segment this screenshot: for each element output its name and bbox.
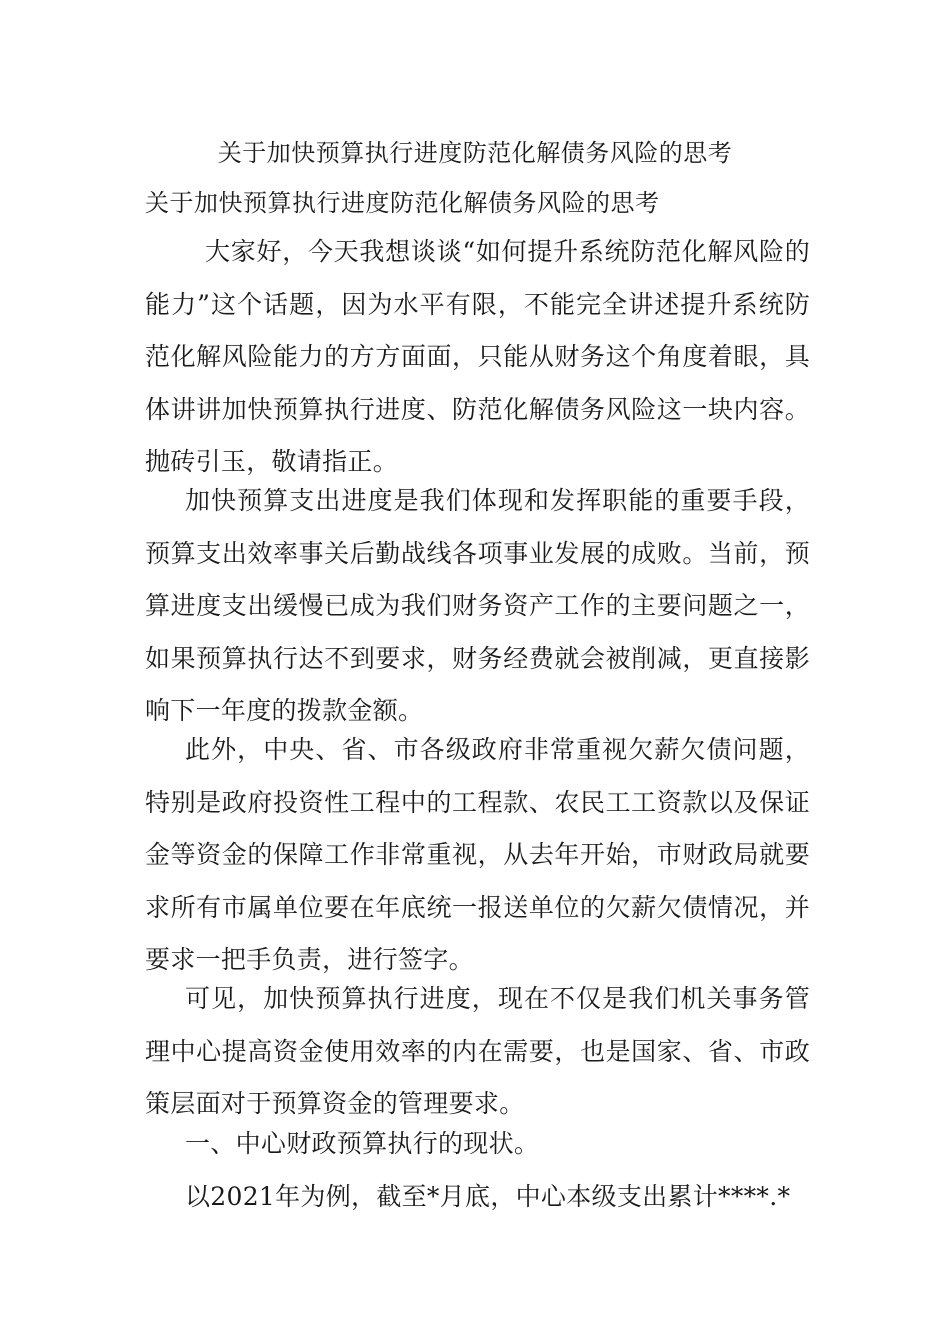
document-title-centered: 关于加快预算执行进度防范化解债务风险的思考 <box>217 139 733 167</box>
section-heading-status: 一、中心财政预算执行的现状。 <box>185 1129 540 1158</box>
paragraph-intro: 大家好，今天我想谈谈“如何提升系统防范化解风险的能力”这个话题，因为水平有限，不能完全讲述提升系统防范化解风险能力的方方面面，只能从财务这个角度着眼，具体讲讲加快预算执行进度、防范化解债务风险这一块内容。抛砖引玉，敬请指正。 <box>145 237 810 477</box>
paragraph-conclusion: 可见，加快预算执行进度，现在不仅是我们机关事务管理中心提高资金使用效率的内在需要，也是国家、省、市政策层面对于预算资金的管理要求。 <box>145 984 810 1119</box>
document-title-left: 关于加快预算执行进度防范化解债务风险的思考 <box>145 189 660 217</box>
paragraph-example-2021: 以2021年为例，截至*月底，中心本级支出累计****.* <box>185 1182 791 1211</box>
paragraph-budget-progress: 加快预算支出进度是我们体现和发挥职能的重要手段，预算支出效率事关后勤战线各项事业发展的成败。当前，预算进度支出缓慢已成为我们财务资产工作的主要问题之一，如果预算执行达不到要求，财务经费就会被削减，更直接影响下一年度的拨款金额。 <box>145 486 810 726</box>
paragraph-wage-arrears: 此外，中央、省、市各级政府非常重视欠薪欠债问题，特别是政府投资性工程中的工程款、农民工工资款以及保证金等资金的保障工作非常重视，从去年开始，市财政局就要求所有市属单位要在年底统一报送单位的欠薪欠债情况，并要求一把手负责，进行签字。 <box>145 735 810 975</box>
